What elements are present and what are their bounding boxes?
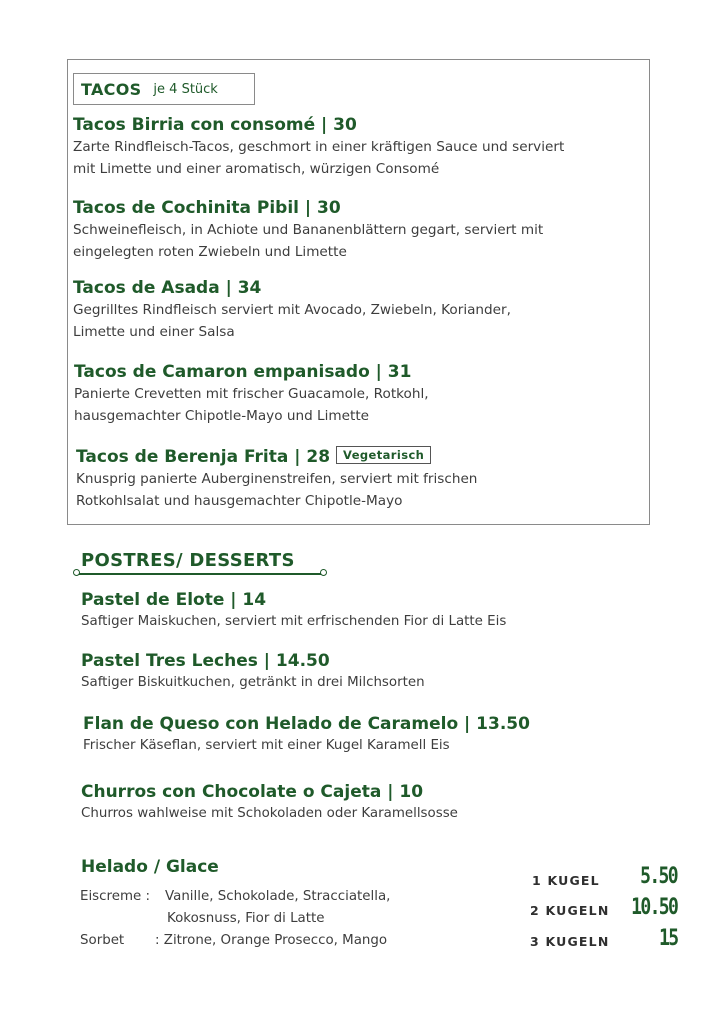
tacos-subtitle: je 4 Stück [153, 81, 218, 97]
item-title: Tacos de Berenja Frita | 28 [76, 447, 331, 467]
item-desc: Saftiger Maiskuchen, serviert mit erfrischenden Fior di Latte Eis [81, 614, 507, 629]
item-title: Pastel Tres Leches | 14.50 [81, 651, 330, 671]
price-value-2-kugeln: 10.50 [630, 895, 677, 920]
item-title: Pastel de Elote | 14 [81, 590, 267, 610]
menu-item-tacos-cochinita [73, 198, 543, 263]
menu-item-pastel-elote [81, 590, 506, 632]
item-title: Churros con Chocolate o Cajeta | 10 [81, 782, 424, 802]
price-label-2-kugeln: 2 KUGELN [530, 903, 610, 918]
item-desc-line: Knusprig panierte Auberginenstreifen, serviert mit frischen [76, 471, 478, 487]
tacos-header [73, 73, 255, 105]
menu-item-flan [83, 714, 530, 756]
item-desc-line: Gegrilltes Rindfleisch serviert mit Avocado, Zwiebeln, Koriander, [73, 302, 511, 318]
vegetarian-badge: Vegetarisch [336, 446, 431, 464]
desserts-heading: POSTRES/ DESSERTS [81, 550, 295, 571]
heading-underline [77, 573, 324, 575]
menu-item-tres-leches [81, 651, 425, 693]
item-title: Tacos de Camaron empanisado | 31 [74, 362, 412, 382]
item-desc-line: Panierte Crevetten mit frischer Guacamole, Rotkohl, [74, 386, 429, 402]
price-value-1-kugel: 5.50 [640, 864, 677, 889]
menu-item-churros [81, 782, 458, 824]
item-desc-line: Schweinefleisch, in Achiote und Bananenblättern gegart, serviert mit [73, 222, 544, 238]
price-label-1-kugel: 1 KUGEL [532, 873, 600, 888]
price-value-3-kugeln: 15 [658, 926, 677, 951]
item-desc-line: hausgemachter Chipotle-Mayo und Limette [74, 408, 370, 424]
item-desc: Churros wahlweise mit Schokoladen oder Karamellsosse [81, 806, 458, 821]
item-desc: Saftiger Biskuitkuchen, getränkt in drei Milchsorten [81, 675, 425, 690]
item-desc-line: Rotkohlsalat und hausgemachter Chipotle-Mayo [76, 493, 403, 509]
underline-dot-right [320, 569, 327, 576]
item-title: Tacos Birria con consomé | 30 [73, 115, 357, 135]
price-label-3-kugeln: 3 KUGELN [530, 934, 610, 949]
menu-item-tacos-berenja [76, 446, 477, 512]
item-desc-line: eingelegten roten Zwiebeln und Limette [73, 244, 347, 260]
item-desc: Frischer Käseflan, serviert mit einer Kugel Karamell Eis [83, 738, 450, 753]
item-title: Flan de Queso con Helado de Caramelo | 13.50 [83, 714, 530, 734]
item-desc-line: Limette und einer Salsa [73, 324, 235, 340]
menu-item-tacos-birria [73, 115, 564, 180]
sorbet-label: Sorbet [80, 933, 125, 948]
item-title: Tacos de Asada | 34 [73, 278, 262, 298]
item-desc-line: Zarte Rindfleisch-Tacos, geschmort in einer kräftigen Sauce und serviert [73, 139, 565, 155]
tacos-title: TACOS [81, 79, 142, 99]
eiscreme-label: Eiscreme : [80, 889, 151, 904]
eiscreme-flavors-line1: Vanille, Schokolade, Stracciatella, [165, 889, 391, 904]
menu-item-tacos-asada [73, 278, 511, 343]
eiscreme-flavors-line2: Kokosnuss, Fior di Latte [167, 911, 325, 926]
item-title: Tacos de Cochinita Pibil | 30 [73, 198, 341, 218]
menu-item-tacos-camaron [74, 362, 429, 427]
underline-dot-left [73, 569, 80, 576]
item-desc-line: mit Limette und einer aromatisch, würzigen Consomé [73, 161, 440, 177]
sorbet-flavors: : Zitrone, Orange Prosecco, Mango [155, 933, 388, 948]
item-title-row [76, 446, 477, 467]
helado-heading: Helado / Glace [81, 857, 219, 877]
